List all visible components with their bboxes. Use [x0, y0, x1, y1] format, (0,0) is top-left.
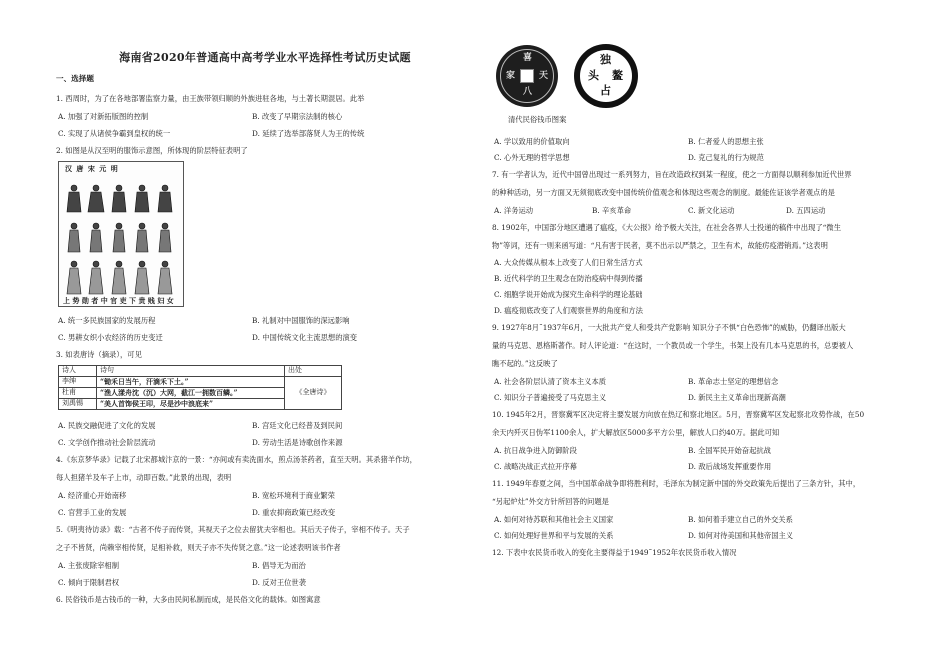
q5-option-b[interactable]: B. 倡导无为而治 [252, 561, 306, 570]
table-cell-poet: 李绅 [59, 377, 97, 388]
costume-illustration [59, 174, 183, 302]
q2-option-b[interactable]: B. 礼制对中国服饰的深远影响 [252, 316, 350, 325]
q5-stem-line2: 之子不皆贤，尚赖宰相传贤，足相补救，则天子亦不失传贤之意。”这一论述表明该书作者 [56, 543, 341, 552]
table-cell-poet: 杜甫 [59, 388, 97, 399]
q8-option-a[interactable]: A. 大众传媒从根本上改变了人们日常生活方式 [494, 258, 643, 267]
q2-stem: 2. 如图是从汉至明的服饰示意图，所体现的阶层特征表明了 [56, 146, 248, 155]
q4-option-c[interactable]: C. 官营手工业的发展 [58, 508, 127, 517]
page-title: 海南省2020年普通高中高考学业水平选择性考试历史试题 [119, 51, 411, 64]
q7-option-c[interactable]: C. 新文化运动 [688, 206, 735, 215]
q6-option-a[interactable]: A. 学以致用的价值取向 [494, 137, 570, 146]
q9-option-d[interactable]: D. 新民主主义革命出现新高潮 [688, 393, 786, 402]
table-row [59, 377, 342, 388]
q7-stem-line2: 的种种活动，另一方面又无须彻底改变中国传统价值观念和体现这些观念的制度。最能佐证该学者观点的是 [492, 188, 835, 197]
q7-option-a[interactable]: A. 洋务运动 [494, 206, 534, 215]
q11-stem-line1: 11. 1949年春夏之间，当中国革命战争即将胜利时，毛泽东为制定新中国的外交政策先后提出了三条方针，其中， [492, 479, 861, 488]
q11-stem-line2: “另起炉灶”外交方针所回答的问题是 [492, 497, 609, 506]
q1-option-d[interactable]: D. 延续了选举部落贤人为王的传统 [252, 129, 365, 138]
q6-option-c[interactable]: C. 心外无理的哲学思想 [494, 153, 570, 162]
q9-option-a[interactable]: A. 社会各阶层认清了资本主义本质 [494, 377, 607, 386]
q1-option-c[interactable]: C. 实现了从诸侯争霸到皇权的统一 [58, 129, 171, 138]
table-cell-poem: “渔人漾舟沈（沉）大网，截江一拥数百鳞。” [97, 388, 285, 399]
q5-stem-line1: 5.《明夷待访录》载：“古者不传子而传贤，其视天子之位去留犹夫宰相也。其后天子传子，宰相不传子。天子 [56, 525, 410, 534]
q4-stem-line2: 每人担猪羊及车子上市，动即百数。”此景的出现，表明 [56, 473, 232, 482]
table-header-poem: 诗句 [97, 366, 285, 377]
coin-char-bottom: 八 [523, 87, 533, 97]
q1-stem: 1. 西周时，为了在各地部署监察力量，由王族带领归顺的外族进驻各地，与土著长期混居。此举 [56, 94, 365, 103]
q10-stem-line1: 10. 1945年2月，晋察冀军区决定将主要发展方向放在热辽和察北地区。5月，晋察冀军区发起察北攻势作战，在50 [492, 410, 865, 419]
q10-option-d[interactable]: D. 敌后战场发挥重要作用 [688, 462, 772, 471]
coin-caption: 清代民俗钱币图案 [508, 115, 567, 124]
table-cell-poem: “锄禾日当午，汗滴禾下土。” [97, 377, 285, 388]
section-heading: 一、选择题 [56, 74, 94, 83]
coin-char-right: 鳌 [612, 69, 623, 82]
q1-option-a[interactable]: A. 加强了对新拓版图的控制 [58, 112, 149, 121]
q11-option-c[interactable]: C. 如何处理好世界和平与发展的关系 [494, 531, 614, 540]
q9-stem-line1: 9. 1927年8月˜1937年6月，一大批共产党人和受共产党影响 知识分子不惧“白色恐怖”的威胁，仍翻译出版大 [492, 323, 846, 332]
q7-option-b[interactable]: B. 辛亥革命 [592, 206, 632, 215]
costume-dynasty-labels: 汉 唐 宋 元 明 [65, 164, 119, 173]
coin-char-top: 喜 [523, 53, 533, 63]
q12-stem: 12. 下表中农民货币收入的变化主要得益于1949˜1952年农民货币收入情况 [492, 548, 737, 557]
q8-option-c[interactable]: C. 细胞学说开始成为探究生命科学的理论基础 [494, 290, 643, 299]
table-header-source: 出处 [285, 366, 342, 377]
q6-stem: 6. 民俗钱币是古钱币的一种，大多由民间私制而成，是民俗文化的载体。如图寓意 [56, 595, 321, 604]
q2-option-d[interactable]: D. 中国传统文化主流思想的演变 [252, 333, 358, 342]
q3-stem: 3. 如表唐诗（摘录），可见 [56, 350, 142, 359]
q1-option-b[interactable]: B. 改变了早期宗法制的核心 [252, 112, 343, 121]
q2-option-c[interactable]: C. 男耕女织小农经济的历史变迁 [58, 333, 163, 342]
q3-option-d[interactable]: D. 劳动生活是诗歌创作来源 [252, 438, 343, 447]
q11-option-b[interactable]: B. 如何着手建立自己的外交关系 [688, 515, 793, 524]
q11-option-a[interactable]: A. 如何对待苏联和其他社会主义国家 [494, 515, 614, 524]
poem-table [58, 365, 342, 410]
table-header-row [59, 366, 342, 377]
q10-option-b[interactable]: B. 全国军民开始奋起抗战 [688, 446, 771, 455]
costume-class-labels: 上 势 勋 者 中 官 吏 下 贵 贱 妇 女 [63, 296, 174, 305]
table-header-poet: 诗人 [59, 366, 97, 377]
q9-stem-line3: 瞧不起的。”这反映了 [492, 359, 558, 368]
coin-char-left: 头 [588, 69, 599, 82]
q4-option-a[interactable]: A. 经济重心开始南移 [58, 491, 127, 500]
coin-char-top: 独 [600, 53, 611, 66]
q8-option-b[interactable]: B. 近代科学的卫生观念在防治疫病中得到传播 [494, 274, 643, 283]
q4-option-d[interactable]: D. 重农抑商政策已经改变 [252, 508, 336, 517]
q8-stem-line1: 8. 1902年，中国部分地区遭遇了瘟疫，《大公报》给予极大关注，在社会各界人士投递的稿件中出现了“微生 [492, 223, 841, 232]
q8-stem-line2: 物”等词，还有一则来函写道：“凡有害于民者，莫不出示以严禁之，卫生有术，故能疠疫潜销焉。”这表明 [492, 241, 828, 250]
q7-option-d[interactable]: D. 五四运动 [786, 206, 826, 215]
q5-option-a[interactable]: A. 主张废除宰相制 [58, 561, 119, 570]
q3-option-a[interactable]: A. 民族交融促进了文化的发展 [58, 421, 156, 430]
q5-option-d[interactable]: D. 反对王位世袭 [252, 578, 307, 587]
q2-option-a[interactable]: A. 统一多民族国家的发展历程 [58, 316, 156, 325]
q11-option-d[interactable]: D. 如何对待美国和其他帝国主义 [688, 531, 794, 540]
q7-stem-line1: 7. 有一学者认为，近代中国曾出现过一系列努力，旨在改造政权到某一程度，使之一方面得以顺利参加近代世界 [492, 170, 852, 179]
q9-stem-line2: 量的马克思、恩格斯著作。时人评论道：“在这时，一个教员或一个学生，书架上没有几本马克思的书，总要被人 [492, 341, 854, 350]
q4-stem-line1: 4.《东京梦华录》记载了北宋都城汴京的一景：“亦间或有卖洗面水，煎点汤茶药者，直至天明。其杀猪羊作坊， [56, 455, 417, 464]
q10-option-a[interactable]: A. 抗日战争进入防御阶段 [494, 446, 577, 455]
q5-option-c[interactable]: C. 倾向于限制君权 [58, 578, 120, 587]
coin-char-right: 天 [539, 71, 549, 81]
coin-right-image [574, 44, 638, 108]
q6-option-b[interactable]: B. 仁者爱人的思想主张 [688, 137, 764, 146]
q10-option-c[interactable]: C. 战略决战正式拉开序幕 [494, 462, 577, 471]
q6-option-d[interactable]: D. 克己复礼的行为规范 [688, 153, 764, 162]
table-cell-poet: 刘禹锡 [59, 399, 97, 410]
q9-option-c[interactable]: C. 知识分子普遍接受了马克思主义 [494, 393, 607, 402]
coin-char-bottom: 占 [600, 84, 611, 97]
q10-stem-line2: 余天内歼灭日伪军1100余人，扩大解放区5000多平方公里，解放人口约40万。据此可知 [492, 428, 780, 437]
q8-option-d[interactable]: D. 瘟疫彻底改变了人们观察世界的角度和方法 [494, 306, 643, 315]
coin-left-image [496, 45, 558, 107]
q3-option-c[interactable]: C. 文学创作推动社会阶层流动 [58, 438, 156, 447]
table-cell-source: 《全唐诗》 [285, 377, 342, 410]
costume-figure [58, 161, 184, 307]
q9-option-b[interactable]: B. 革命志士坚定的理想信念 [688, 377, 779, 386]
q3-option-b[interactable]: B. 宫廷文化已经普及到民间 [252, 421, 343, 430]
q4-option-b[interactable]: B. 宽松环境利于商业繁荣 [252, 491, 335, 500]
table-cell-poem: “美人首饰侯王印，尽是沙中浪底来” [97, 399, 285, 410]
coin-char-left: 家 [506, 71, 516, 81]
